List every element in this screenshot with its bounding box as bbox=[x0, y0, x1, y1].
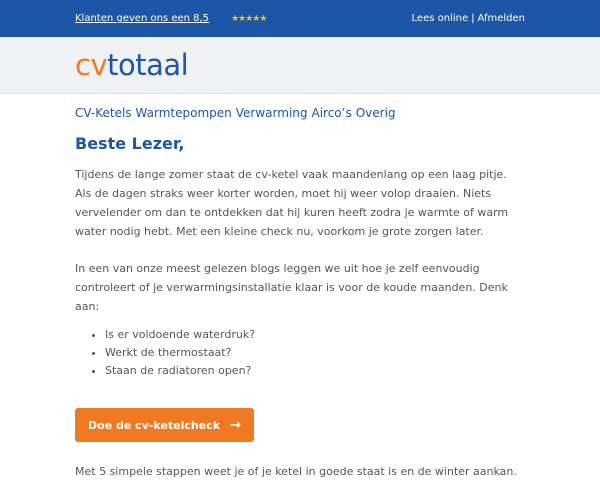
account-links bbox=[412, 13, 525, 24]
nav-item-warmtepompen[interactable]: Warmtepompen bbox=[135, 105, 232, 120]
unsubscribe-link[interactable]: Afmelden bbox=[477, 13, 525, 24]
email-body bbox=[0, 134, 600, 481]
read-online-link[interactable]: Lees online bbox=[411, 13, 469, 24]
ketelcheck-button[interactable] bbox=[75, 408, 254, 442]
link-separator: | bbox=[471, 13, 475, 24]
header bbox=[0, 37, 600, 94]
list-item: • Is er voldoende waterdruk? bbox=[105, 326, 525, 344]
category-nav bbox=[0, 94, 600, 124]
greeting-heading: Beste Lezer, bbox=[75, 134, 185, 153]
logo-part-cv: cv bbox=[75, 47, 108, 82]
nav-item-aircos[interactable]: Airco’s bbox=[311, 105, 352, 120]
ketelcheck-button-label: Doe de cv-ketelcheck bbox=[88, 418, 221, 432]
rating-stars-icon: ★★★★★ bbox=[231, 13, 267, 24]
logo-part-totaal: totaal bbox=[107, 47, 189, 82]
intro-paragraph: Tijdens de lange zomer staat de cv-ketel vaak maandenlang op een laag pitje. Als de dagen straks weer korter worden, moet hij weer volop draaien. Niets vervelender om dan te ontdekken dat hij kuren heeft zodra je warmte of warm water nodig hebt. Met een kleine check nu, voorkom je grote zorgen later. bbox=[75, 168, 509, 238]
top-bar bbox=[0, 0, 600, 37]
list-item: • Staan de radiatoren open? bbox=[105, 362, 525, 380]
nav-item-cv-ketels[interactable]: CV-Ketels bbox=[75, 105, 132, 120]
rating-area bbox=[75, 13, 266, 24]
checklist bbox=[75, 326, 525, 380]
blog-paragraph: In een van onze meest gelezen blogs leggen we uit hoe je zelf eenvoudig controleert of je verwarmingsinstallatie klaar is voor de koude maanden. Denk aan: bbox=[75, 262, 508, 313]
rating-link[interactable]: Klanten geven ons een 8,5 bbox=[75, 13, 210, 24]
nav-item-overig[interactable]: Overig bbox=[355, 105, 396, 120]
cvtotaal-logo[interactable] bbox=[75, 47, 189, 82]
cutoff-paragraph: Met 5 simpele stappen weet je of je ketel in goede staat is en de winter aankan. bbox=[75, 465, 517, 478]
nav-item-verwarming[interactable]: Verwarming bbox=[235, 105, 308, 120]
arrow-right-icon: → bbox=[230, 417, 241, 433]
list-item: • Werkt de thermostaat? bbox=[105, 344, 525, 362]
